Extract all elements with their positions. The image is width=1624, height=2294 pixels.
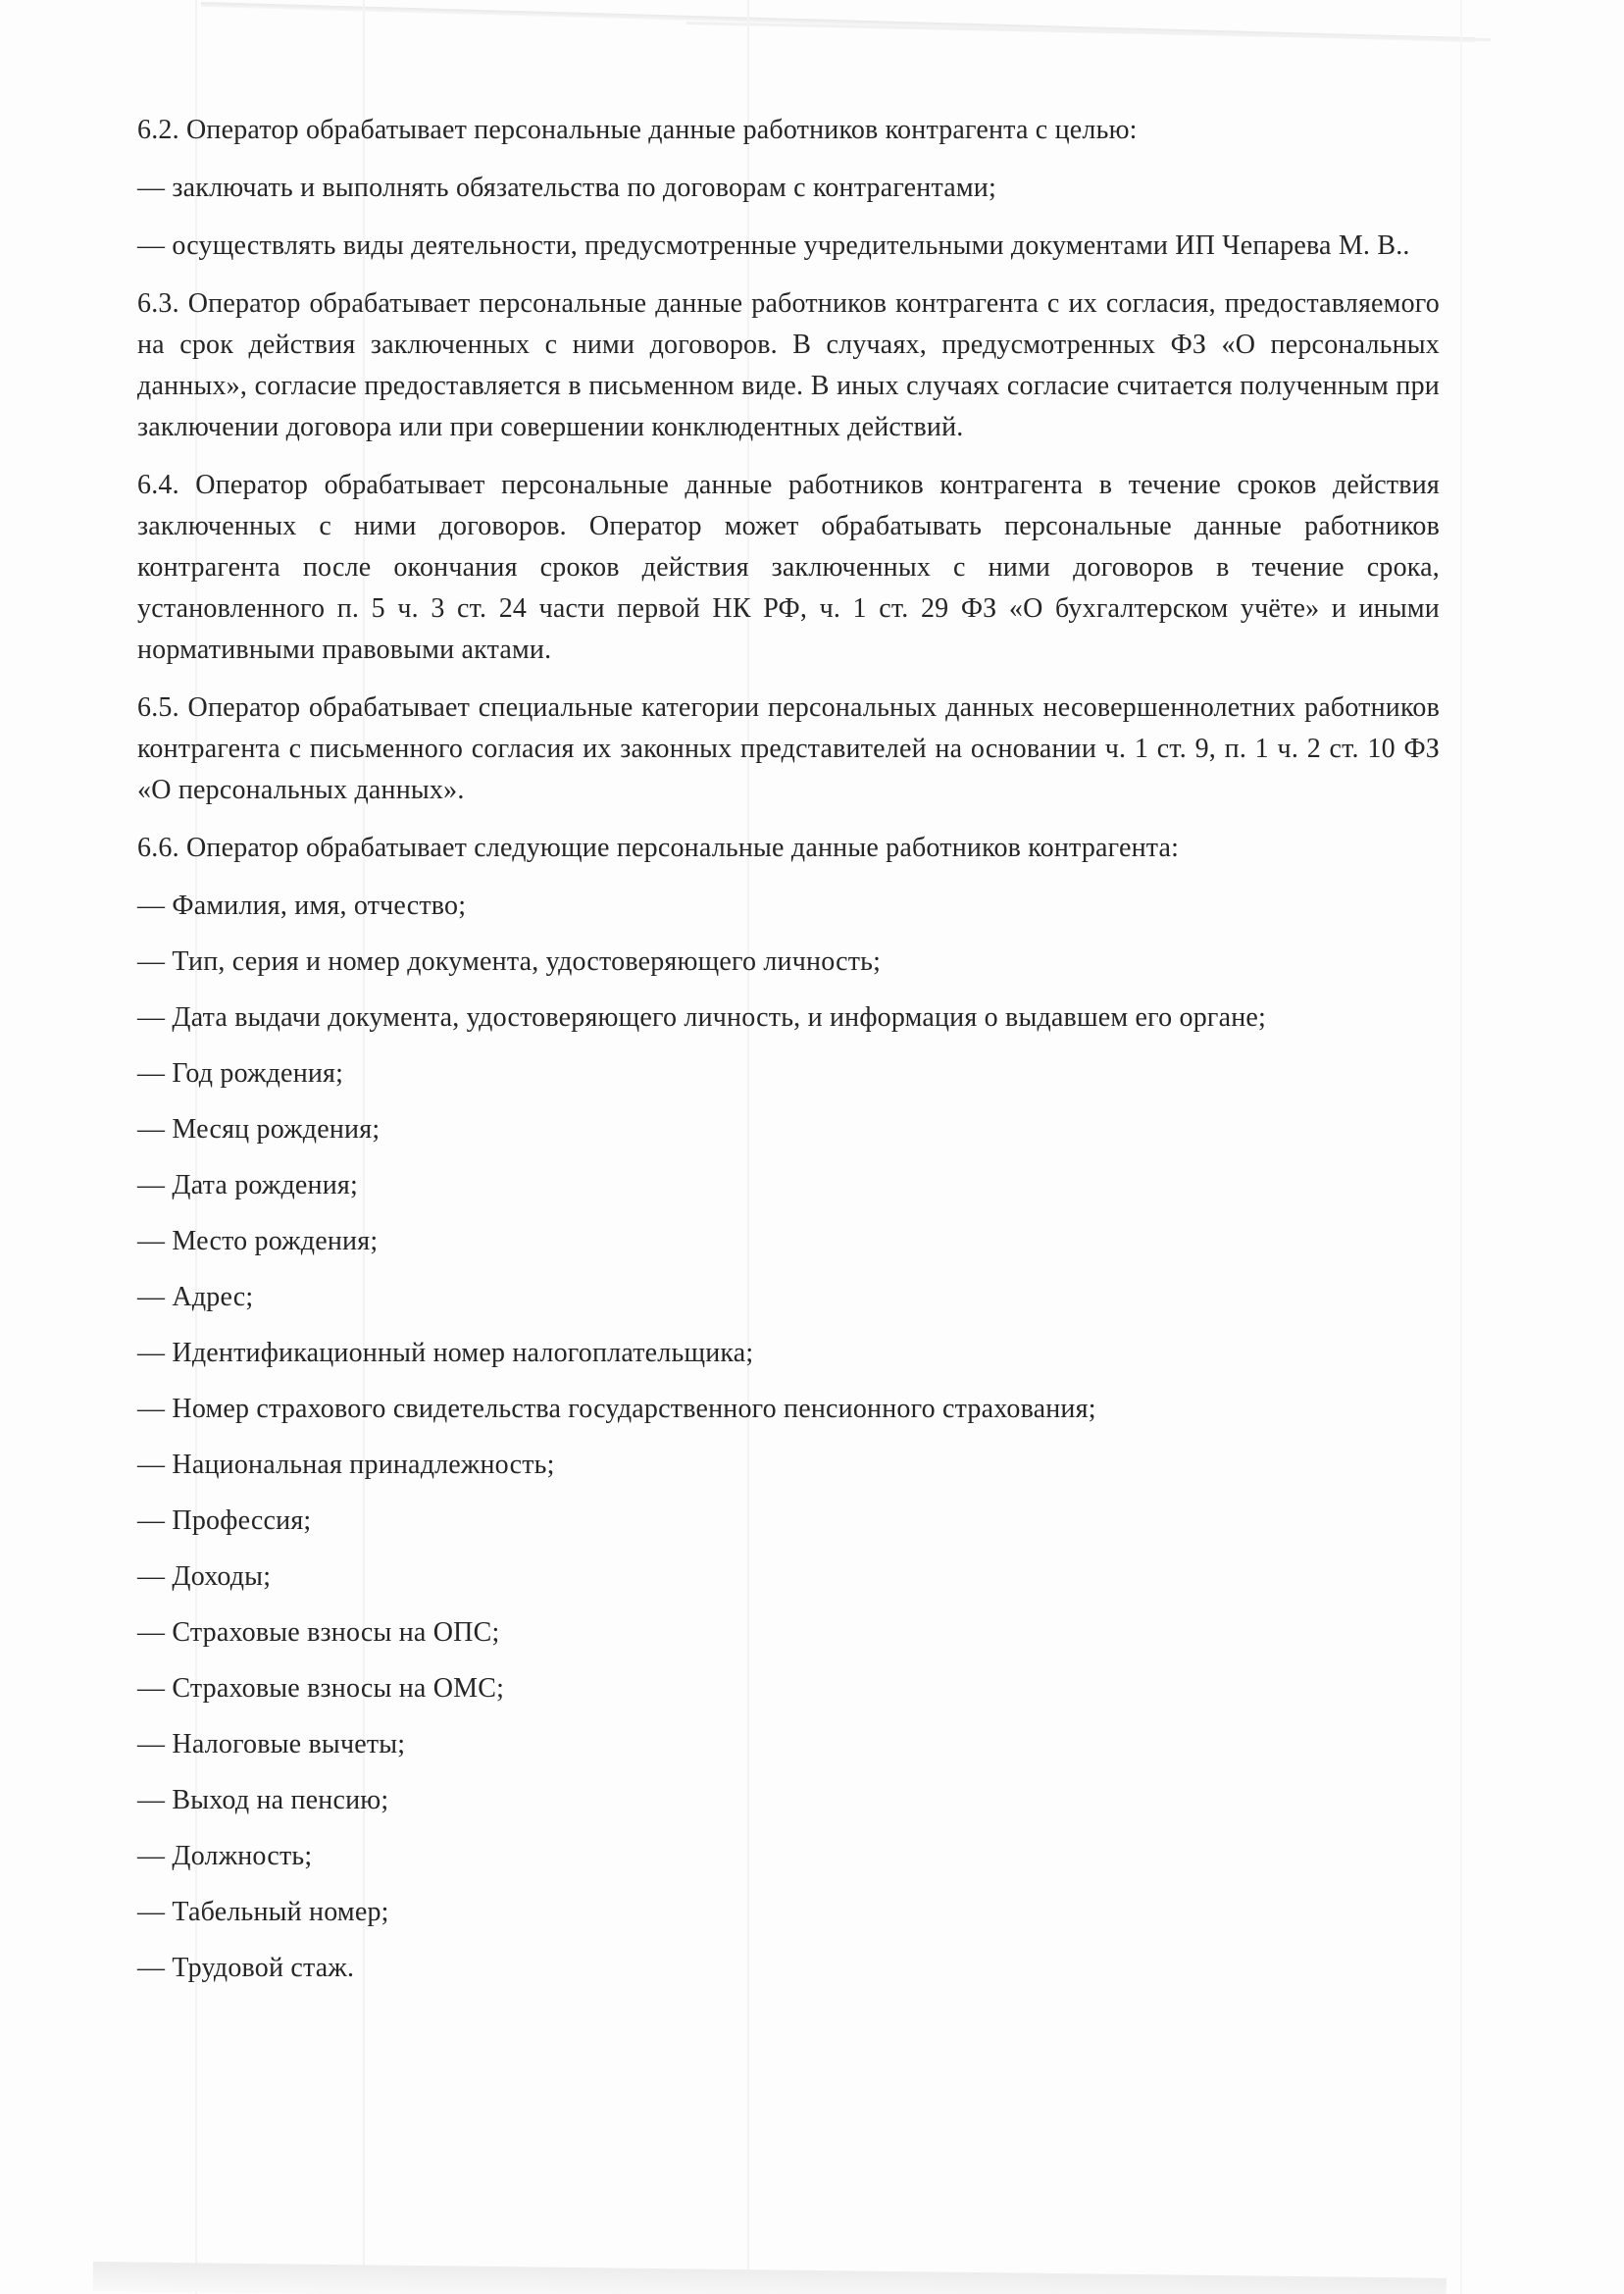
scan-smudge-bottom	[93, 2262, 1446, 2294]
personal-data-item-position: — Должность;	[137, 1841, 313, 1871]
paragraph-6-2: 6.2. Оператор обрабатывает персональные данные работников контрагента с целью:	[137, 115, 1138, 145]
personal-data-item-birth-month: — Месяц рождения;	[137, 1114, 381, 1145]
personal-data-item-inn: — Идентификационный номер налогоплательщика;	[137, 1338, 754, 1368]
personal-data-item-tax-deductions: — Налоговые вычеты;	[137, 1729, 406, 1759]
personal-data-item-work-record: — Трудовой стаж.	[137, 1953, 355, 1983]
personal-data-item-doc-type: — Тип, серия и номер документа, удостоверяющего личность;	[137, 946, 882, 977]
paragraph-6-5: 6.5. Оператор обрабатывает специальные категории персональных данных несовершеннолетних работников контрагента с письменного согласия их законных представителей на основании ч. 1 ст. 9, п. 1 ч. 2 ст. 10 ФЗ «О персональных данных».	[137, 692, 1440, 805]
purpose-item-2: — осуществлять виды деятельности, предусмотренные учредительными документами ИП Чепарева М. В..	[137, 230, 1410, 261]
purpose-item-1: — заключать и выполнять обязательства по договорам с контрагентами;	[137, 173, 996, 203]
personal-data-item-snils: — Номер страхового свидетельства государственного пенсионного страхования;	[137, 1394, 1096, 1424]
scan-fold-line	[1460, 0, 1462, 2294]
paragraph-6-6: 6.6. Оператор обрабатывает следующие персональные данные работников контрагента:	[137, 833, 1180, 863]
personal-data-item-nationality: — Национальная принадлежность;	[137, 1450, 555, 1480]
personal-data-item-birth-year: — Год рождения;	[137, 1058, 344, 1089]
personal-data-item-ops: — Страховые взносы на ОПС;	[137, 1617, 500, 1648]
personal-data-item-doc-issue: — Дата выдачи документа, удостоверяющего личность, и информация о выдавшем его органе;	[137, 1002, 1266, 1033]
personal-data-item-income: — Доходы;	[137, 1561, 272, 1592]
personal-data-item-fio: — Фамилия, имя, отчество;	[137, 891, 467, 921]
document-body	[137, 110, 1440, 2004]
personal-data-item-retirement: — Выход на пенсию;	[137, 1785, 389, 1815]
scan-streak-top-secondary	[686, 22, 1491, 41]
personal-data-item-address: — Адрес;	[137, 1282, 254, 1312]
personal-data-item-birth-place: — Место рождения;	[137, 1226, 379, 1256]
personal-data-item-oms: — Страховые взносы на ОМС;	[137, 1673, 505, 1704]
personal-data-item-profession: — Профессия;	[137, 1505, 312, 1536]
personal-data-item-personnel-no: — Табельный номер;	[137, 1897, 389, 1927]
paragraph-6-3: 6.3. Оператор обрабатывает персональные данные работников контрагента с их согласия, предоставляемого на срок действия заключенных с ними договоров. В случаях, предусмотренных ФЗ «О персональных данных», согласие предоставляется в письменном виде. В иных случаях согласие считается полученным при заключении договора или при совершении конклюдентных действий.	[137, 288, 1440, 442]
paragraph-6-4: 6.4. Оператор обрабатывает персональные данные работников контрагента в течение сроков действия заключенных с ними договоров. Оператор может обрабатывать персональные данные работников контрагента после окончания сроков действия заключенных с ними договоров в течение срока, установленного п. 5 ч. 3 ст. 24 части первой НК РФ, ч. 1 ст. 29 ФЗ «О бухгалтерском учёте» и иными нормативными правовыми актами.	[137, 470, 1440, 665]
personal-data-item-birth-date: — Дата рождения;	[137, 1170, 358, 1200]
